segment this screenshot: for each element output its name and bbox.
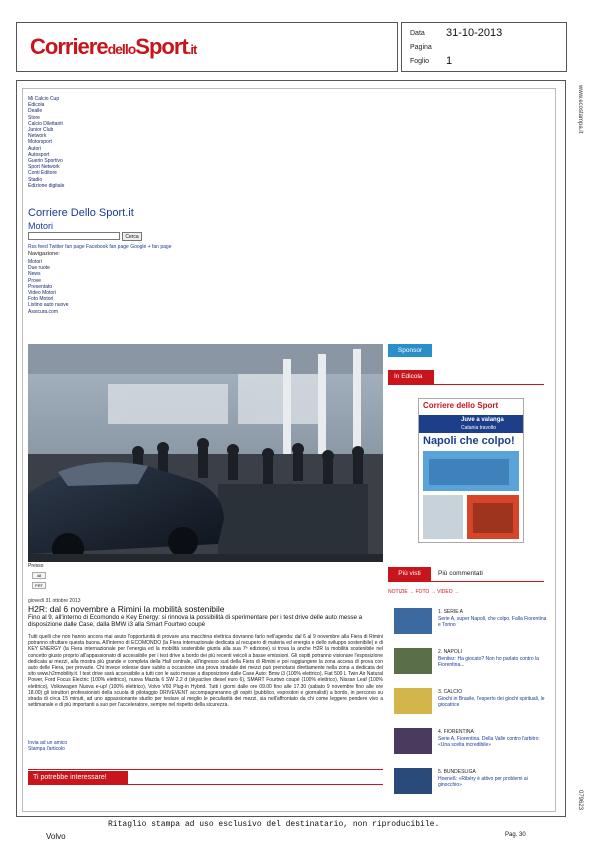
nav-link[interactable]: Autosport [28,151,50,158]
item-thumbnail [394,648,432,674]
newspaper-logo: CorrieredelloSport.it [30,34,197,59]
article-date: giovedì 31 ottobre 2013 [28,598,81,604]
foglio-value: 1 [446,55,453,67]
data-label: Data [410,30,425,37]
nav-link[interactable]: Calcio Dilettanti [28,120,63,127]
item-thumbnail [394,688,432,714]
item-title[interactable]: Hoeneß: «Ribéry è attivo per problemi ai ginocchio» [438,776,528,789]
list-item[interactable] [388,768,548,800]
cover-column [423,495,463,539]
section-title[interactable]: Motori [28,221,54,231]
nav-link[interactable]: Edizione digitale [28,182,65,189]
exhibition-hall-illustration [28,344,383,562]
item-thumbnail [394,768,432,794]
top-nav-list [28,96,64,189]
item-title[interactable]: Giochi in Brasile, l'esperto dei giochi spirituali, le giocatrice [438,696,545,709]
print-article-link[interactable]: Stampa l'articolo [28,746,65,753]
reproduction-notice: Ritaglio stampa ad uso esclusivo del destinatario, non riproducibile. [108,820,440,829]
item-category: 5. BUNDESLIGA [438,769,476,775]
cover-headline-top: Juve a valanga [461,417,504,423]
client-brand: Volvo [46,832,66,841]
cover-headline-sub: Catania travolto [461,425,497,431]
photo-caption: Presso [28,563,44,569]
nav-link[interactable]: Video Motori [28,290,56,297]
list-item[interactable] [388,688,548,720]
data-value: 31-10-2013 [446,27,503,39]
page-number: Pag. 30 [505,832,526,838]
nav-link[interactable]: Autori [28,145,42,152]
nav-link[interactable]: Conti Editore [28,170,57,177]
nav-link[interactable]: Mi Calcio Cup [28,96,60,102]
nav-link[interactable]: Junior Club [28,127,54,134]
item-category: 2. NAPOLI [438,649,462,655]
content-filters[interactable]: NOTIZIE → FOTO → VIDEO → [388,589,460,595]
send-to-friend-link[interactable]: Invia ad un amico [28,740,68,746]
item-thumbnail [394,728,432,754]
item-category: 1. SERIE A [438,609,464,615]
pagina-label: Pagina [410,44,432,51]
nav-link[interactable]: Motori [28,259,42,265]
share-button[interactable]: 48 [32,572,46,579]
nav-link[interactable]: Network [28,133,47,140]
cover-photo-1-shade [429,459,509,485]
section-nav-list [28,259,69,315]
nav-link[interactable]: Stadio [28,176,43,183]
nav-link[interactable]: News [28,271,41,278]
nav-link[interactable]: Edicola [28,102,45,109]
item-title[interactable]: Serie A, super Napoli, che colpo. Falla Fiorentina e Torino [438,616,547,629]
nav-link[interactable]: Presentato [28,283,53,290]
nav-link[interactable]: Foto Motori [28,296,54,303]
list-item[interactable] [388,728,548,760]
side-watermark: www.ecostampa.it [577,85,583,134]
search-button[interactable]: Cerca [122,232,142,241]
nav-link[interactable]: Prove [28,277,42,284]
cover-masthead: Corriere dello Sport [423,401,499,410]
nav-link[interactable]: Sport Network [28,164,60,171]
item-category: 3. CALCIO [438,689,463,695]
article-title: H2R: dal 6 novembre a Rimini la mobilità sostenibile [28,604,225,614]
list-item[interactable] [388,608,548,640]
foglio-label: Foglio [410,58,430,65]
social-links[interactable]: Rss feed Twitter fan page Facebook fan page Google + fan page [28,244,172,250]
newspaper-cover[interactable] [418,398,524,543]
tab-most-viewed[interactable]: Più visti [388,567,431,581]
nav-link[interactable]: Guerin Sportivo [28,158,63,165]
site-title[interactable]: Corriere Dello Sport.it [28,207,134,219]
article-lead: Fino al 9, all'interno di Ecomondo e Key Energy: si rinnova la possibilità di sperimentare per i test drive delle auto messe a disposizione dalle Case, dalla BMW i3 alla Smart Fourtwo coupé [28,614,363,629]
article-body: Tutti quelli che non hanno ancora mai avuto l'opportunità di provare una macchina elettrica dovranno farlo nell'agenda: dal 6 al 9 novembre alla Fiera di Rimini potranno sfruttare questa buona. All'interno di ECOMONDO (la Fiera internazionale dedicata al recupero di materia ed energia e dello sviluppo sostenibile) e di KEY ENERGY (la Fiera internazionale per l'energia ed la mobilità sostenibile giunta alla sua 7ª edizione) si trova la anche H2R la mobilità sostenibile nel concetto giusto proprio all'appassionato di accessibile per i test drive a bordo dei più recenti veicoli a basse emissioni. Gli ospiti potranno visionare l'esposizione dedicata ai mezzi, alla mostra più grande e completa della Hall centrale, all'ingresso sud della Fiera di Rimini e poi raggiungere la zona accesa di prova con auto delle Fiera, per provarle. Chi invece volesse dare subito a occasione una prova stradale dei mezzi può prenotarsi direttamente nella zona a dedicata del sito www.h2rmobility.it. I test drive sarà accessibile a tutti con le auto messe a disposizione dalle Case Auto: Bmw i3 (100% elettrico), Fiat 500 L Twin Air Natural Power, Ford Focus Electric (100% elettrico), nuova Mazda 6 SW 2.2 d (skyactive diesel euro 6), SMART Fourtwo coupé (100% elettrico), Nissan Leaf (100% elettrico), Volkswagen Nuova e-up! (100% elettrico), Volvo V60 Plug-in Hybrid. Tutti i giorni dalle ore 09.00 fino alle 17.30 (sabato 9 novembre fino alle ore 18.00) gli istruttori professionisti della scuola di pilotaggio DRIVEVENT accompagneranno gli ospiti (pubblico, espositori e giornalisti) a bordo, in percorso su strada di circa 15 minuti, ad uno appassionante studio per testare al meglio le peculiarità dei mezzi, sia nell'affrontato da chi come leggere pendere vivo a settimanale e di più importanti a suo per l'acceleratore, sempre nel rispetto della sicurezza. [28,634,383,709]
item-title[interactable]: Serie A, Fiorentina. Della Valle contro l'arbitro: «Una scelta incredibile» [438,736,540,749]
nav-link[interactable]: Store [28,114,40,121]
item-title[interactable]: Benitez: Ha giocato? Non ho parlato contro la Fiorentina... [438,656,539,669]
nav-link[interactable]: Dealle [28,108,43,115]
nav-link[interactable]: Assicura.com [28,308,59,315]
cover-photo-2-shade [473,503,513,533]
nav-link[interactable]: Motorsport [28,139,52,146]
most-tabs [388,567,544,582]
nav-link[interactable]: Listino auto nuove [28,302,69,309]
related-label: Ti potrebbe interessare! [28,771,128,784]
item-thumbnail [394,608,432,634]
edicola-bar [388,370,544,385]
cover-headline-main: Napoli che colpo! [423,435,515,447]
list-item[interactable] [388,648,548,680]
print-button[interactable]: PRT [32,582,46,589]
sponsor-label: Sponsor [388,344,432,357]
edicola-label: In Edicola [388,370,434,384]
navigation-label: Navigazione: [28,251,60,257]
item-category: 4. FIORENTINA [438,729,474,735]
article-tools [28,740,67,752]
tab-most-commented[interactable]: Più commentati [438,570,483,577]
nav-link[interactable]: Due ruote [28,265,50,272]
search-input[interactable] [28,232,120,240]
side-code: 079623 [577,790,583,811]
related-bar [28,769,383,785]
article-photo [28,344,383,562]
